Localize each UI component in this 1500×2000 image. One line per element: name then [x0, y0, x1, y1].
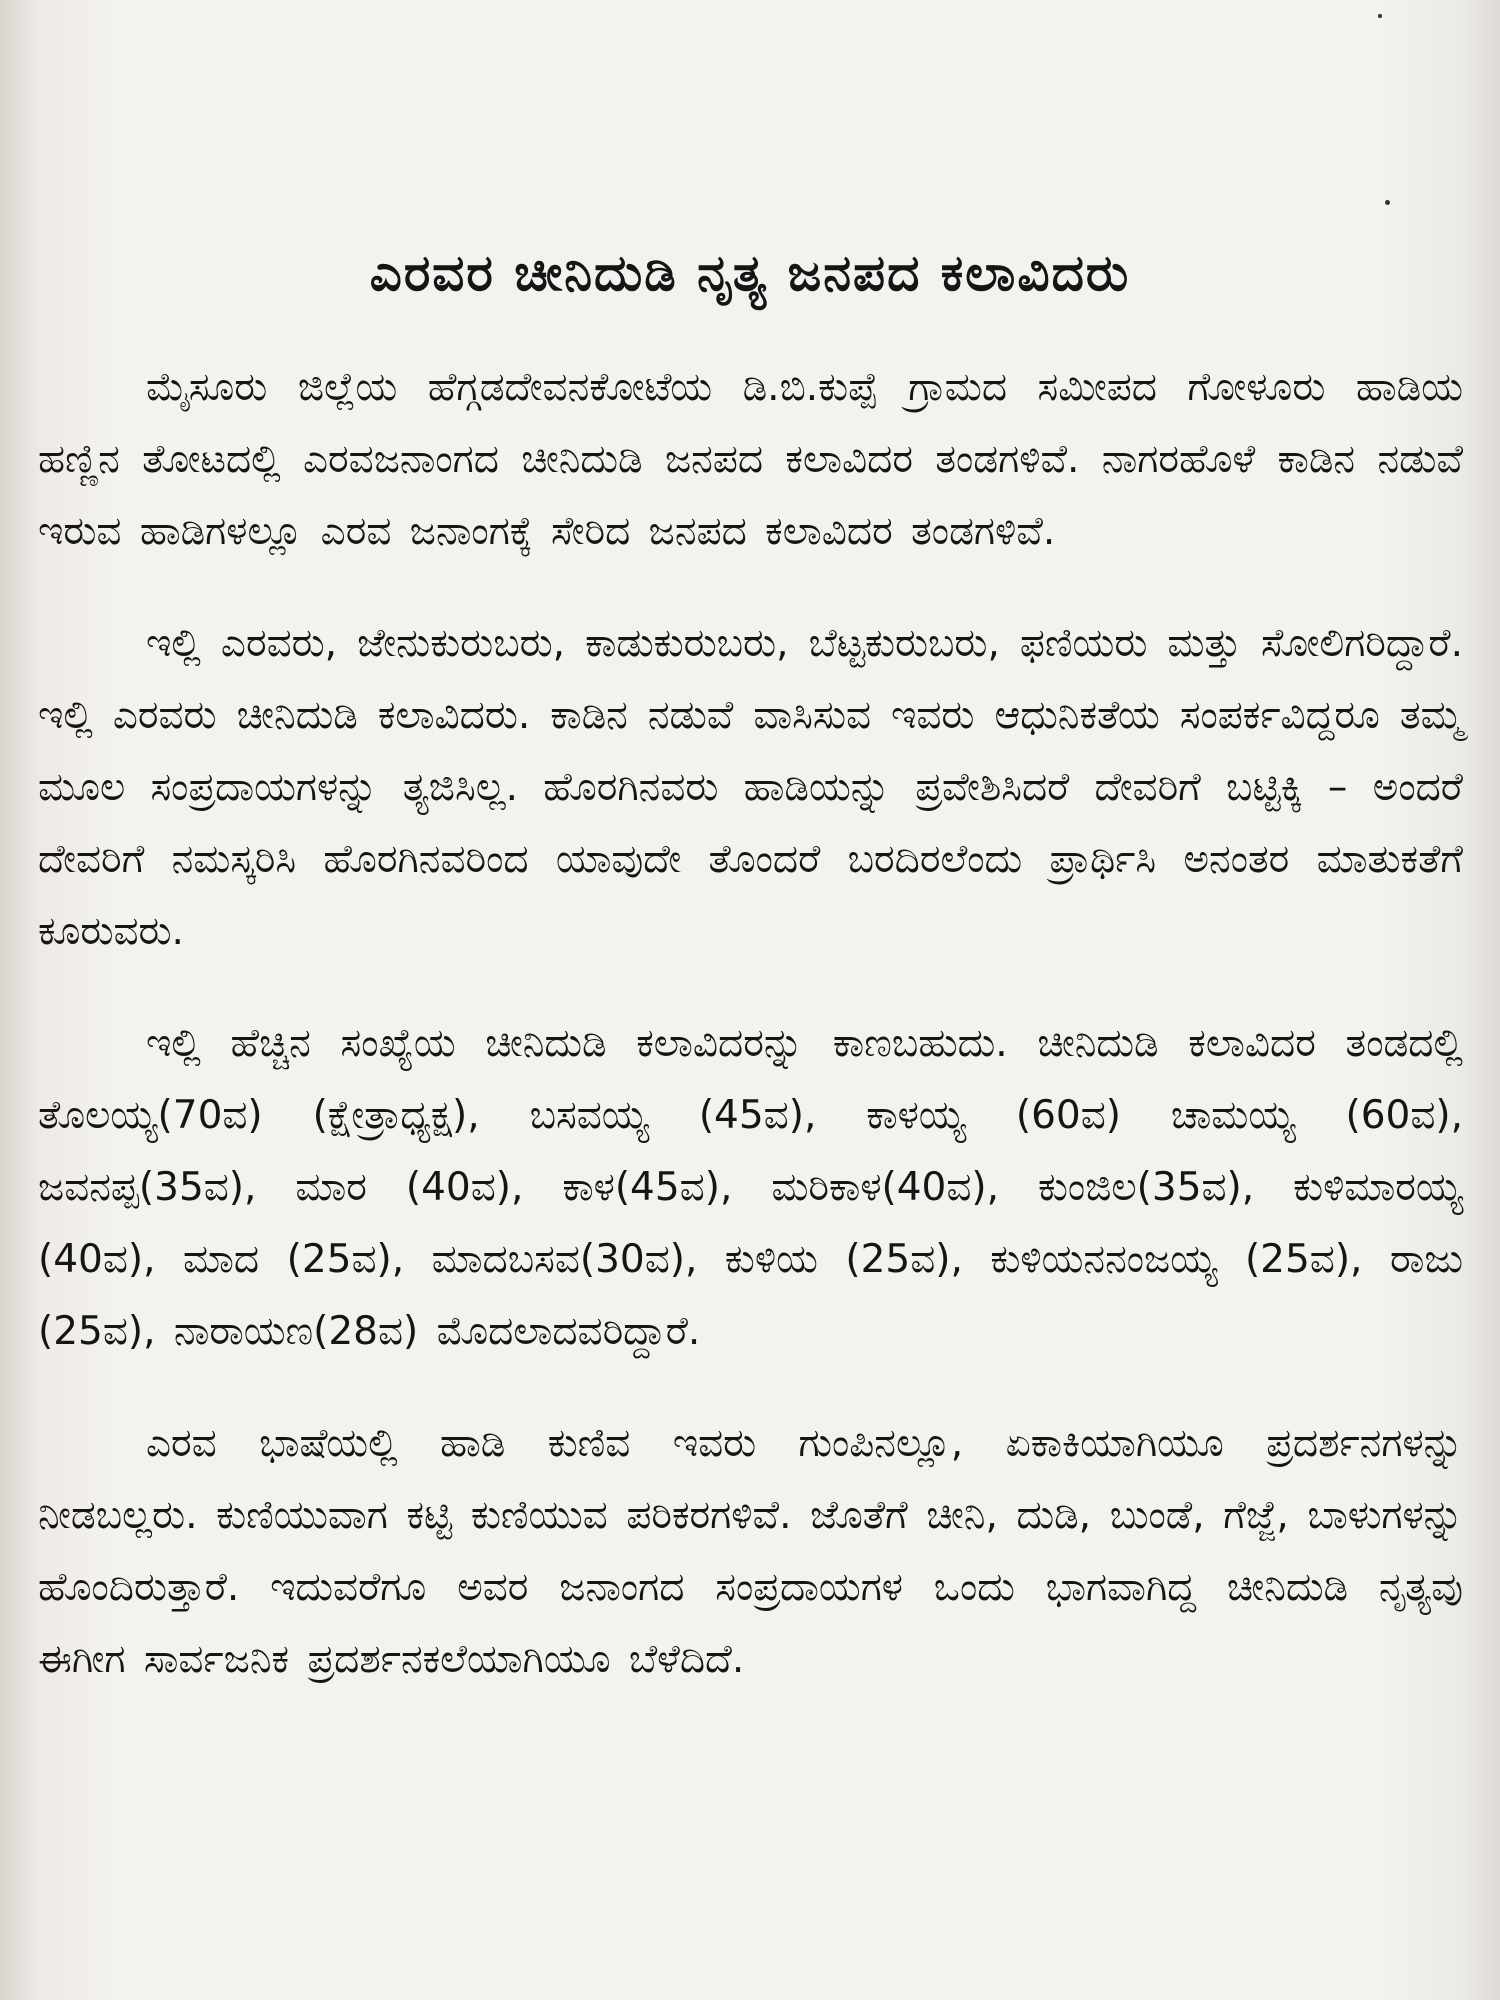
paragraph-3: ಇಲ್ಲಿ ಹೆಚ್ಚಿನ ಸಂಖ್ಯೆಯ ಚೀನಿದುಡಿ ಕಲಾವಿದರನ್ನು ಕಾಣಬಹುದು. ಚೀನಿದುಡಿ ಕಲಾವಿದರ ತಂಡದಲ್ಲಿ ತೊಲಯ್ಯ(70ವ) (ಕ್ಷೇತ್ರಾಧ್ಯಕ್ಷ), ಬಸವಯ್ಯ (45ವ), ಕಾಳಯ್ಯ (60ವ) ಚಾಮಯ್ಯ (60ವ), ಜವನಪ್ಪ(35ವ), ಮಾರ (40ವ), ಕಾಳ(45ವ), ಮರಿಕಾಳ(40ವ), ಕುಂಜಿಲ(35ವ), ಕುಳಿಮಾರಯ್ಯ (40ವ), ಮಾದ (25ವ), ಮಾದಬಸವ(30ವ), ಕುಳಿಯ (25ವ), ಕುಳಿಯನನಂಜಯ್ಯ (25ವ), ರಾಜು (25ವ), ನಾರಾಯಣ(28ವ) ಮೊದಲಾದವರಿದ್ದಾರೆ. — [38, 1021, 1463, 1354]
paragraph-4: ಎರವ ಭಾಷೆಯಲ್ಲಿ ಹಾಡಿ ಕುಣಿವ ಇವರು ಗುಂಪಿನಲ್ಲೂ, ಏಕಾಕಿಯಾಗಿಯೂ ಪ್ರದರ್ಶನಗಳನ್ನು ನೀಡಬಲ್ಲರು. ಕುಣಿಯುವಾಗ ಕಟ್ಟಿ ಕುಣಿಯುವ ಪರಿಕರಗಳಿವೆ. ಜೊತೆಗೆ ಚೀನಿ, ದುಡಿ, ಬುಂಡೆ, ಗೆಜ್ಜೆ, ಬಾಳುಗಳನ್ನು ಹೊಂದಿರುತ್ತಾರೆ. ಇದುವರೆಗೂ ಅವರ ಜನಾಂಗದ ಸಂಪ್ರದಾಯಗಳ ಒಂದು ಭಾಗವಾಗಿದ್ದ ಚೀನಿದುಡಿ ನೃತ್ಯವು ಈಗೀಗ ಸಾರ್ವಜನಿಕ ಪ್ರದರ್ಶನಕಲೆಯಾಗಿಯೂ ಬೆಳೆದಿದೆ. — [38, 1421, 1463, 1682]
body-text — [38, 352, 1463, 1736]
paper-speck — [1378, 14, 1382, 18]
paragraph-2: ಇಲ್ಲಿ ಎರವರು, ಜೇನುಕುರುಬರು, ಕಾಡುಕುರುಬರು, ಬೆಟ್ಟಕುರುಬರು, ಫಣಿಯರು ಮತ್ತು ಸೋಲಿಗರಿದ್ದಾರೆ. ಇಲ್ಲಿ ಎರವರು ಚೀನಿದುಡಿ ಕಲಾವಿದರು. ಕಾಡಿನ ನಡುವೆ ವಾಸಿಸುವ ಇವರು ಆಧುನಿಕತೆಯ ಸಂಪರ್ಕವಿದ್ದರೂ ತಮ್ಮ ಮೂಲ ಸಂಪ್ರದಾಯಗಳನ್ನು ತ್ಯಜಿಸಿಲ್ಲ. ಹೊರಗಿನವರು ಹಾಡಿಯನ್ನು ಪ್ರವೇಶಿಸಿದರೆ ದೇವರಿಗೆ ಬಟ್ಟಿಕ್ಕಿ – ಅಂದರೆ ದೇವರಿಗೆ ನಮಸ್ಕರಿಸಿ ಹೊರಗಿನವರಿಂದ ಯಾವುದೇ ತೊಂದರೆ ಬರದಿರಲೆಂದು ಪ್ರಾರ್ಥಿಸಿ ಅನಂತರ ಮಾತುಕತೆಗೆ ಕೂರುವರು. — [38, 621, 1463, 954]
page-title: ಎರವರ ಚೀನಿದುಡಿ ನೃತ್ಯ ಜನಪದ ಕಲಾವಿದರು — [369, 244, 1131, 302]
paper-speck — [1385, 200, 1390, 205]
paragraph-1: ಮೈಸೂರು ಜಿಲ್ಲೆಯ ಹೆಗ್ಗಡದೇವನಕೋಟೆಯ ಡಿ.ಬಿ.ಕುಪ್ಪೆ ಗ್ರಾಮದ ಸಮೀಪದ ಗೋಳೂರು ಹಾಡಿಯ ಹಣ್ಣಿನ ತೋಟದಲ್ಲಿ ಎರವಜನಾಂಗದ ಚೀನಿದುಡಿ ಜನಪದ ಕಲಾವಿದರ ತಂಡಗಳಿವೆ. ನಾಗರಹೊಳೆ ಕಾಡಿನ ನಡುವೆ ಇರುವ ಹಾಡಿಗಳಲ್ಲೂ ಎರವ ಜನಾಂಗಕ್ಕೆ ಸೇರಿದ ಜನಪದ ಕಲಾವಿದರ ತಂಡಗಳಿವೆ. — [38, 365, 1463, 554]
